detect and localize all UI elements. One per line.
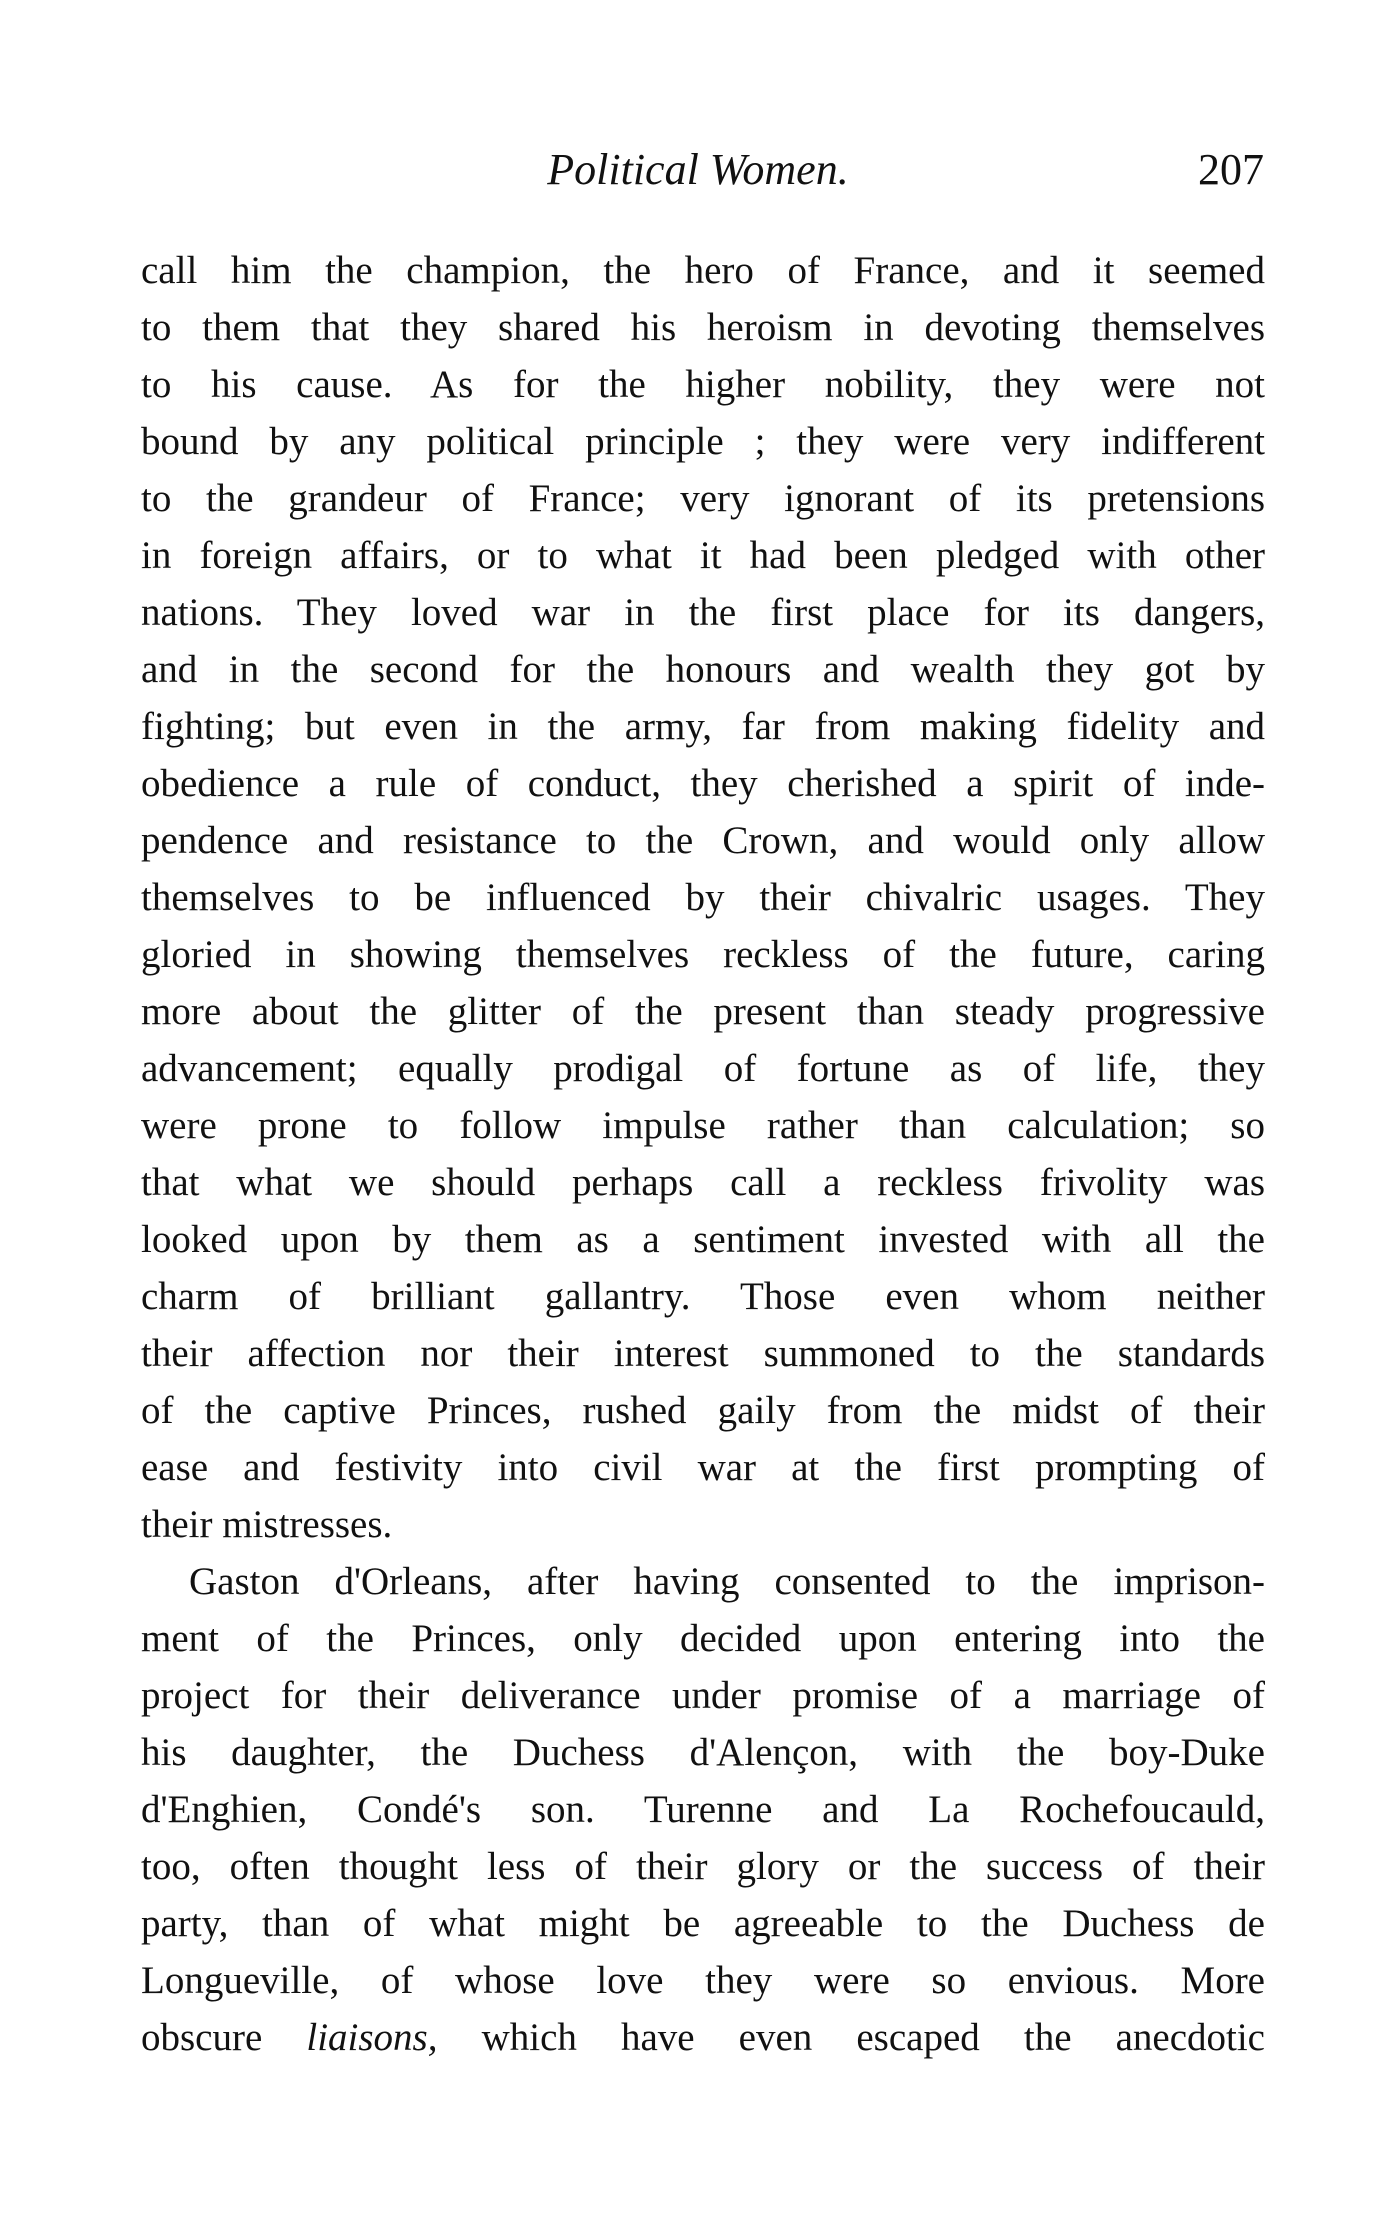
text-line: Longueville, of whose love they were so envious. More [141,1959,1265,2002]
text-line [141,2009,1265,2066]
text-line: more about the glitter of the present than steady progressive [141,990,1265,1033]
page-number: 207 [1198,145,1264,194]
running-header [0,140,1386,200]
text-line: nations. They loved war in the first place for its dangers, [141,591,1265,634]
text-line: themselves to be influenced by their chivalric usages. They [141,876,1265,919]
text-line: obedience a rule of conduct, they cherished a spirit of inde- [141,762,1265,805]
body-text [141,242,1265,2066]
text-span: which have even escaped the anecdotic [437,2016,1265,2059]
text-line: advancement; equally prodigal of fortune as of life, they [141,1047,1265,1090]
text-line: and in the second for the honours and wealth they got by [141,648,1265,691]
text-line: too, often thought less of their glory or the success of their [141,1845,1265,1888]
text-line: in foreign affairs, or to what it had been pledged with other [141,534,1265,577]
text-line: gloried in showing themselves reckless of the future, caring [141,933,1265,976]
text-line: his daughter, the Duchess d'Alençon, with the boy-Duke [141,1731,1265,1774]
text-span: obscure [141,2016,307,2059]
paragraph [141,1553,1265,2009]
text-line: to his cause. As for the higher nobility, they were not [141,363,1265,406]
text-line: pendence and resistance to the Crown, and would only allow [141,819,1265,862]
text-line: project for their deliverance under promise of a marriage of [141,1674,1265,1717]
text-line: bound by any political principle ; they were very indifferent [141,420,1265,463]
text-line: of the captive Princes, rushed gaily from the midst of their [141,1389,1265,1432]
text-line: charm of brilliant gallantry. Those even whom neither [141,1275,1265,1318]
text-line: were prone to follow impulse rather than calculation; so [141,1104,1265,1147]
text-line: looked upon by them as a sentiment invested with all the [141,1218,1265,1261]
text-line: their mistresses. [141,1503,393,1546]
text-line: call him the champion, the hero of France, and it seemed [141,249,1265,292]
text-line: d'Enghien, Condé's son. Turenne and La Rochefoucauld, [141,1788,1265,1831]
text-line: to the grandeur of France; very ignorant of its pretensions [141,477,1265,520]
text-line: to them that they shared his heroism in devoting themselves [141,306,1265,349]
text-line: ease and festivity into civil war at the first prompting of [141,1446,1265,1489]
text-line: fighting; but even in the army, far from making fidelity and [141,705,1265,748]
paragraph [141,242,1265,1553]
italic-word: liaisons, [306,2016,438,2059]
running-title: Political Women. [547,145,849,194]
text-line: ment of the Princes, only decided upon entering into the [141,1617,1265,1660]
text-line: that what we should perhaps call a reckless frivolity was [141,1161,1265,1204]
text-line: party, than of what might be agreeable to the Duchess de [141,1902,1265,1945]
text-line: Gaston d'Orleans, after having consented to the imprison- [189,1560,1265,1603]
text-line: their affection nor their interest summoned to the standards [141,1332,1265,1375]
